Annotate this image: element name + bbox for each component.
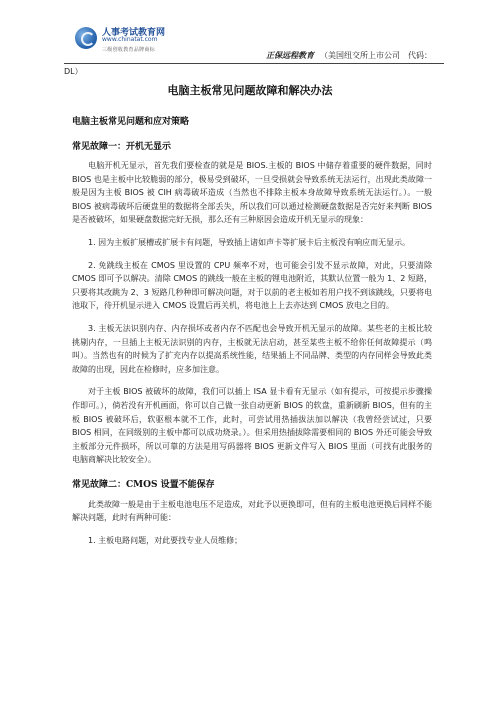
logo-slogan: 三级创收教育品牌商标: [102, 47, 156, 53]
company-listing: （美国纽交所上市公司 代码：: [320, 51, 432, 60]
company-code: DL）: [64, 67, 83, 76]
fault2-paragraph-2: 1. 主板电路问题，对此要找专业人员维修；: [88, 536, 243, 546]
logo-name: 人事考试教育网: [102, 28, 166, 38]
company-info: [266, 50, 432, 61]
document-title: 电脑主板常见问题故障和解决办法: [167, 84, 333, 97]
fault1-paragraph-5: 对于主板 BIOS 被破坏的故障，我们可以插上 ISA 显卡看有无显示（如有提示，可按提示步骤操作即可。），倘若没有开机画面，你可以自己做一张自动更新 BIOS 的软盘，重新刷新 BIOS，但有的主板 BIOS 被破坏后，软驱根本就不工作，此时，可尝试用热插拔法加以解决（我曾经尝试过，只要 BIOS 相同，在同级别的主板中都可以成功烧录。）。但采用热插拔除需要相同的 BIOS 外还可能会导致主板部分元件损坏，所以可靠的方法是用写码器将 BIOS 更新文件写入 BIOS 里面（可找有此服务的电脑商解决比较安全）。: [72, 387, 432, 465]
fault1-heading: 常见故障一：开机无显示: [72, 142, 172, 152]
logo-url: www.chinatat.com: [102, 36, 158, 43]
fault1-paragraph-4: 3. 主板无法识别内存、内存损坏或者内存不匹配也会导致开机无显示的故障。某些老的主板比较挑剔内存，一旦插上主板无法识别的内存，主板就无法启动，甚至某些主板不给你任何故障提示（鸣叫）。当然也有的时候为了扩充内存以提高系统性能，结果插上不同品牌、类型的内存同样会导致此类故障的出现，因此在检修时，应多加注意。: [72, 323, 432, 374]
fault1-paragraph-2: 1. 因为主板扩展槽或扩展卡有问题，导致插上诸如声卡等扩展卡后主板没有响应而无显示。: [88, 237, 411, 247]
fault1-paragraph-1: 电脑开机无显示，首先我们要检查的就是是 BIOS.主板的 BIOS 中储存着重要的硬件数据，同时 BIOS 也是主板中比较脆弱的部分，极易受到破坏，一旦受损就会导致系统无法运行，出现此类故障一般是因为主板 BIOS 被 CIH 病毒破坏造成（当然也不排除主板本身故障导致系统无法运行。）。一般 BIOS 被病毒破坏后硬盘里的数据将全部丢失，所以我们可以通过检测硬盘数据是否完好来判断 BIOS 是否被破坏，如果硬盘数据完好无损，那么还有三种原因会造成开机无显示的现象：: [72, 161, 432, 225]
brand-logo: [75, 25, 205, 65]
header-divider: [64, 63, 444, 64]
document-body: [72, 108, 432, 548]
fault2-heading: 常见故障二：CMOS 设置不能保存: [72, 479, 215, 490]
fault2-paragraph-1: 此类故障一般是由于主板电池电压不足造成，对此予以更换即可，但有的主板电池更换后同样不能解决问题，此时有两种可能：: [72, 499, 432, 523]
globe-logo-icon: [75, 27, 97, 49]
fault1-paragraph-3: 2. 免跳线主板在 CMOS 里设置的 CPU 频率不对，也可能会引发不显示故障，对此，只要清除 CMOS 即可予以解决。清除 CMOS 的跳线一般在主板的锂电池附近，其默认位置一般为 1、2 短路，只要将其改跳为 2、3 短路几秒种即可解决问题，对于以前的老主板如若用户找不到该跳线，只要将电池取下，待开机显示进入 CMOS 设置后再关机，将电池上上去亦达到 CMOS 放电之目的。: [72, 260, 432, 311]
page-header: [0, 0, 500, 76]
section-heading: 电脑主板常见问题和应对策略: [72, 117, 190, 127]
company-name: 正保远程教育: [266, 51, 314, 60]
